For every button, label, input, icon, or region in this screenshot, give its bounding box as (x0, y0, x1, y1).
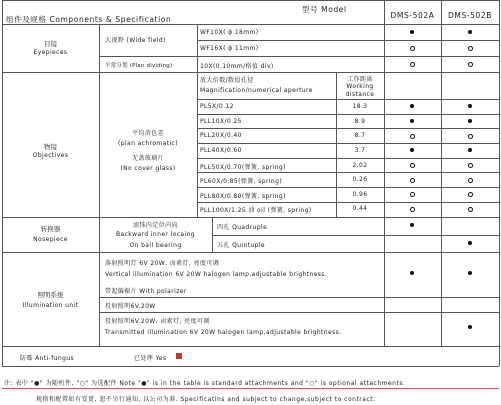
eyepieces-title-cn: 目镜 (44, 40, 57, 48)
illumination-bottom-line (2, 346, 499, 347)
illumination-line: Transmitted illumination 6V 20W halogen lamp,adjustable brightness. (105, 329, 342, 336)
working-distance-value: 8.7 (354, 132, 366, 139)
standard-dot (468, 271, 472, 275)
component-spec-label: 组件及规格 Components & Specification (6, 15, 172, 24)
objective-row-line (197, 172, 499, 173)
objective-row-line (197, 99, 499, 100)
eyepieces-title-en: Eyepieces (33, 49, 68, 56)
standard-dot (468, 241, 472, 245)
table-top-border (2, 0, 499, 1)
illumination-line: Vertical illumination 6V 20W halogen lamp,adjustable brightness. (105, 271, 328, 278)
objective-spec: PLL100X/1.25 油 oil (弹簧, spring) (200, 207, 312, 214)
illumination-title-en: Illumination unit (22, 302, 79, 309)
model-b-header: DMS-502B (448, 11, 492, 20)
optional-dot (468, 62, 473, 67)
eyepiece-spec: WF10X( ϕ 18mm) (200, 29, 259, 36)
objectives-desc: 平均消色差 (131, 130, 164, 137)
magnification-header-cn: 放大倍数/数值孔径 (200, 77, 254, 84)
antifungus-treated: 已处理 Yes (134, 355, 167, 362)
note-underline (2, 388, 499, 389)
objective-spec: PLL80X/0.80(弹簧, spring) (200, 193, 286, 200)
illumination-line: 落射照明灯 6V 20W, 卤素灯, 亮度可调 (105, 260, 220, 267)
optional-dot (410, 207, 415, 212)
plan-dividing-label: 平常分划 (Plan dividing) (105, 63, 173, 69)
category-column-line (99, 24, 100, 346)
model-b-column-line (441, 0, 442, 346)
standard-dot (410, 104, 414, 108)
optional-dot (410, 134, 415, 139)
standard-dot (410, 119, 414, 123)
eyepiece-row-line (197, 40, 499, 41)
objectives-desc: 无盖玻璃片 (131, 155, 164, 162)
nosepiece-spec-column-line (212, 217, 213, 252)
disclaimer: 规格和配置如有变更, 恕不另行通知, 以公司为准. Specificatins and subject to change,subject to contract. (36, 396, 376, 403)
standard-dot (468, 119, 472, 123)
standard-dot (468, 148, 472, 152)
working-distance-value: 18.3 (352, 103, 368, 110)
illumination-line: 投射照明6V.20W, 卤素灯, 亮度可调 (105, 318, 210, 325)
nosepiece-quadruple: 四孔 Quadruple (217, 224, 268, 231)
working-distance-value: 3.7 (354, 147, 366, 154)
optional-dot (410, 178, 415, 183)
objective-row-line (197, 128, 499, 129)
table-bottom-border (2, 366, 499, 367)
objectives-title-en: Objectives (32, 152, 69, 159)
objective-row-line (197, 202, 499, 203)
illumination-line: 带起偏振片 With polarizer (105, 288, 187, 295)
standard-dot (410, 223, 414, 227)
objective-spec: PLL20X/0.40 (200, 132, 242, 139)
nosepiece-row-line (212, 235, 499, 236)
nosepiece-title-cn: 转换器 (40, 225, 61, 233)
optional-dot (410, 192, 415, 197)
nosepiece-quintuple: 五孔 Quintuple (217, 242, 266, 249)
illumination-row-line (99, 297, 499, 298)
illumination-row-line (99, 312, 499, 313)
nosepiece-title-en: Nosepiece (33, 236, 68, 243)
eyepiece-row-line (99, 56, 499, 57)
nosepiece-bottom-line (2, 252, 499, 253)
objective-row-line (197, 143, 499, 144)
standard-dot (468, 104, 472, 108)
model-a-header: DMS-502A (390, 11, 435, 20)
eyepiece-bottom-line (2, 72, 499, 73)
working-distance-value: 0.44 (352, 205, 368, 212)
objective-spec: PLL40X/0.60 (200, 147, 242, 154)
objectives-desc: (No cover glass) (120, 165, 176, 172)
optional-dot (410, 163, 415, 168)
nosepiece-desc: 滚珠内定位内向 (133, 222, 178, 229)
illumination-line: 投射照明6V.20W (105, 303, 156, 310)
eyepiece-spec: WF16X( ϕ 11mm) (200, 45, 259, 52)
optional-dot (468, 178, 473, 183)
spec-column-line (197, 24, 198, 217)
objective-bottom-line (2, 217, 499, 218)
objective-row-line (197, 187, 499, 188)
objective-spec: PL60X/0.85(弹簧, spring) (200, 178, 283, 185)
objective-spec: PLL50X/0.70(弹簧, spring) (200, 164, 286, 171)
standard-dot (468, 30, 472, 34)
optional-dot (468, 163, 473, 168)
objective-spec: PL5X/0.12 (200, 103, 234, 110)
working-distance-value: 2.02 (352, 162, 368, 169)
working-distance-value: 0.26 (352, 176, 368, 183)
checked-box-icon (176, 353, 182, 359)
objective-row-line (197, 114, 499, 115)
optional-dot (468, 207, 473, 212)
standard-dot (468, 325, 472, 329)
illumination-title-cn: 照明系统 (37, 291, 64, 299)
table-right-border (499, 0, 500, 366)
optional-dot (468, 46, 473, 51)
optional-dot (410, 46, 415, 51)
model-label: 型号 Model (302, 5, 347, 14)
objective-spec: PLL10X/0.25 (200, 118, 242, 125)
standard-dot (410, 30, 414, 34)
working-distance-header-en: Working (346, 83, 374, 90)
magnification-header-en: Magnification/numerical aperture (200, 87, 313, 94)
wide-field-label: 大视野 (Wide field) (105, 37, 166, 44)
model-a-column-line (384, 0, 385, 346)
objectives-title-cn: 物镜 (44, 143, 57, 151)
eyepiece-spec: 10X(0.10mm/格值 div) (200, 63, 274, 70)
working-distance-value: 0.96 (352, 191, 368, 198)
objective-row-line (197, 158, 499, 159)
working-distance-header-en: distance (345, 91, 375, 98)
working-distance-value: 8.9 (354, 118, 366, 125)
legend-note: 注: 表中 "●" 为随机件, "○" 为选配件 Note "●" is in the table is standard attachments and "○" is optional attachments. (4, 380, 406, 387)
standard-dot (410, 148, 414, 152)
nosepiece-desc: On ball bearing (129, 242, 182, 249)
antifungus-label: 防霉 Anti-fungus (20, 355, 75, 362)
nosepiece-desc: Backward inner locaing (116, 231, 195, 238)
objectives-desc: (plan achromatic) (118, 140, 178, 147)
working-distance-header-cn: 工作距离 (347, 76, 373, 83)
optional-dot (468, 134, 473, 139)
standard-dot (410, 271, 414, 275)
optional-dot (410, 62, 415, 67)
optional-dot (468, 192, 473, 197)
